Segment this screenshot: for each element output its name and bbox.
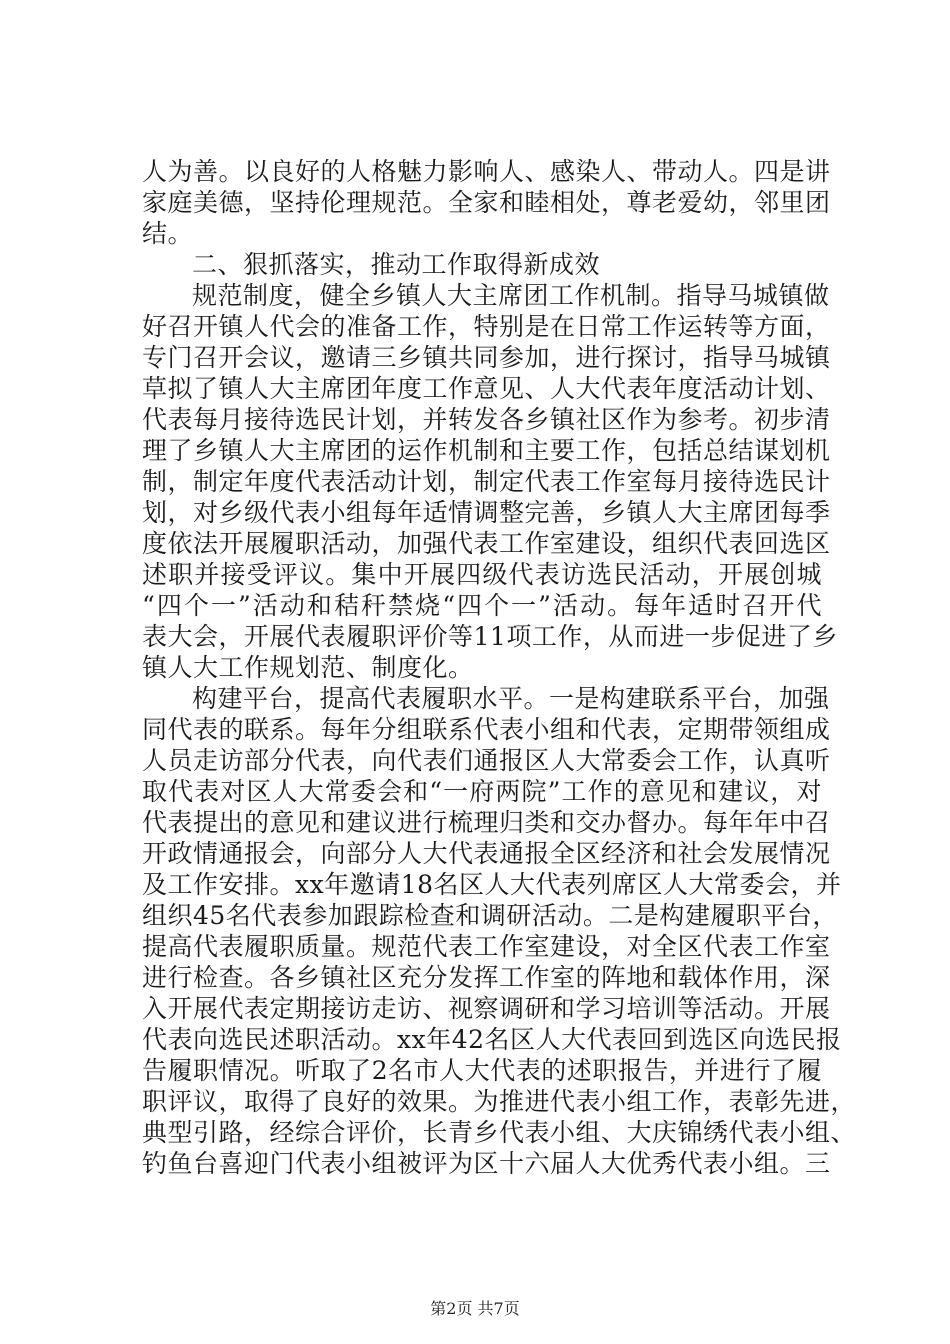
text-line: 取代表对区人大常委会和“一府两院”工作的意见和建议，对: [142, 777, 822, 806]
text-line: 代表向选民述职活动。xx年42名区人大代表回到选区向选民报: [142, 1025, 842, 1054]
text-line: 开政情通报会，向部分人大代表通报全区经济和社会发展情况: [142, 839, 831, 868]
page-footer: 第2页 共7页: [430, 1299, 520, 1318]
text-line: 同代表的联系。每年分组联系代表小组和代表，定期带领组成: [142, 715, 831, 744]
text-line: 职评议，取得了良好的效果。为推进代表小组工作，表彰先进，: [142, 1087, 857, 1116]
text-line: 专门召开会议，邀请三乡镇共同参加，进行探讨，指导马城镇: [142, 343, 831, 372]
text-line: 度依法开展履职活动，加强代表工作室建设，组织代表回选区: [142, 529, 831, 558]
text-line: 家庭美德，坚持伦理规范。全家和睦相处，尊老爱幼，邻里团: [142, 188, 831, 217]
text-line: 入开展代表定期接访走访、视察调研和学习培训等活动。开展: [142, 994, 831, 1023]
text-line: 构建平台，提高代表履职水平。一是构建联系平台，加强: [192, 684, 830, 713]
text-line: 镇人大工作规划范、制度化。: [142, 653, 474, 682]
text-line: 二、狠抓落实，推动工作取得新成效: [192, 250, 601, 279]
text-line: 组织45名代表参加跟踪检查和调研活动。二是构建履职平台，: [142, 901, 838, 930]
text-line: 结。: [142, 219, 194, 248]
text-line: 告履职情况。听取了2名市人大代表的述职报告，并进行了履: [142, 1056, 822, 1085]
text-line: 好召开镇人代会的准备工作，特别是在日常工作运转等方面，: [142, 312, 831, 341]
text-line: 理了乡镇人大主席团的运作机制和主要工作，包括总结谋划机: [142, 436, 831, 465]
text-line: 钓鱼台喜迎门代表小组被评为区十六届人大优秀代表小组。三: [142, 1149, 831, 1178]
text-line: 表大会，开展代表履职评价等11项工作，从而进一步促进了乡: [142, 622, 838, 651]
text-line: 及工作安排。xx年邀请18名区人大代表列席区人大常委会，并: [142, 870, 842, 899]
text-line: 进行检查。各乡镇社区充分发挥工作室的阵地和载体作用，深: [142, 963, 831, 992]
text-line: 划，对乡级代表小组每年适情调整完善，乡镇人大主席团每季: [142, 498, 831, 527]
document-body: [142, 156, 857, 1179]
text-line: 规范制度，健全乡镇人大主席团工作机制。指导马城镇做: [192, 281, 830, 310]
text-line: 典型引路，经综合评价，长青乡代表小组、大庆锦绣代表小组、: [142, 1118, 857, 1147]
text-line: “四个一”活动和秸秆禁烧“四个一”活动。每年适时召开代: [142, 591, 822, 620]
text-line: 代表每月接待选民计划，并转发各乡镇社区作为参考。初步清: [142, 405, 831, 434]
text-line: 人员走访部分代表，向代表们通报区人大常委会工作，认真听: [142, 746, 831, 775]
text-line: 提高代表履职质量。规范代表工作室建设，对全区代表工作室: [142, 932, 831, 961]
text-line: 述职并接受评议。集中开展四级代表访选民活动，开展创城: [142, 560, 822, 589]
text-line: 草拟了镇人大主席团年度工作意见、人大代表年度活动计划、: [142, 374, 831, 403]
text-line: 代表提出的意见和建议进行梳理归类和交办督办。每年年中召: [142, 808, 831, 837]
text-line: 人为善。以良好的人格魅力影响人、感染人、带动人。四是讲: [142, 157, 831, 186]
text-line: 制，制定年度代表活动计划，制定代表工作室每月接待选民计: [142, 467, 831, 496]
